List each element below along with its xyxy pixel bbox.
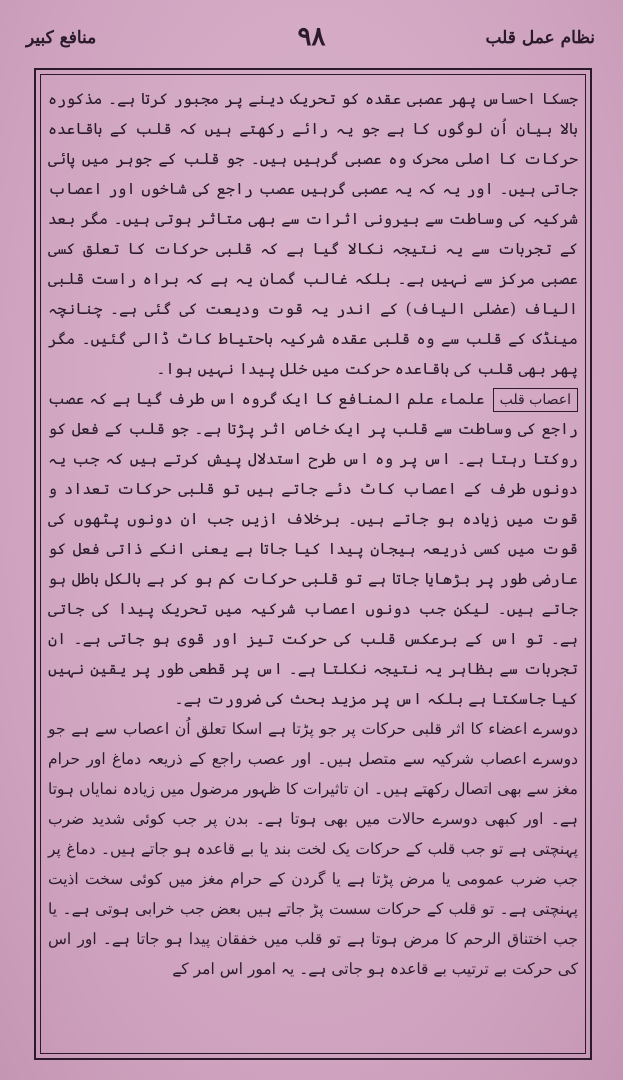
paragraph-2 xyxy=(48,384,578,714)
body-text xyxy=(48,84,578,984)
page-header xyxy=(20,22,603,62)
chapter-title: منافع کبیر xyxy=(26,28,97,48)
paragraph-3: دوسرے اعضاء کا اثر قلبی حرکات پر جو پڑتا ہے اسکا تعلق اُن اعصاب سے ہے جو دوسرے اعصاب شرکیہ سے متصل ہیں۔ اور عصب راجع کے ذریعہ دماغ اور حرام مغز سے بھی اتصال رکھتے ہیں۔ ان تاثیرات کا ظہور مرضول میں زیادہ نمایاں ہوتا ہے۔ اور کبھی دوسرے حالات میں بھی ہوتا ہے۔ بدن پر جب کوئی شدید ضرب پہنچتی ہے تو جب قلب کے حرکات یک لخت بند یا بے قاعدہ ہو جاتے ہیں۔ دماغ پر جب ضرب عمومی یا مرض پڑتا ہے یا گردن کے حرام مغز میں کوئی سخت اذیت پہنچتی ہے۔ تو قلب کے حرکات سست پڑ جاتے ہیں بعض جب خرابی ہوتی ہے۔ یا جب اختناق الرحم کا مرض ہوتا ہے تو قلب میں خفقان پیدا ہو جاتا ہے۔ اور اس کی حرکت بے ترتیب بے قاعدہ ہو جاتی ہے۔ یہ امور اس امر کے xyxy=(48,720,578,978)
page-number: ۹۸ xyxy=(297,22,326,52)
section-label: اعصاب قلب xyxy=(493,388,578,412)
paragraph-1: جسکا احساس پھر عصبی عقدہ کو تحریک دینے پر مجبور کرتا ہے۔ مذکورہ بالا بیان اُن لوگوں کا ہے جو یہ رائے رکھتے ہیں کہ قلب کے باقاعدہ حرکات کا اصلی محرک وہ عصبی گرہیں ہیں۔ جو قلب کے جوہر میں پائی جاتی ہیں۔ اور یہ کہ یہ عصبی گرہیں عصب راجع کی شاخوں اور اعصاب شرکیہ کی وساطت سے بیرونی اثرات سے بھی متاثر ہوتی ہیں۔ مگر بعد کے تجربات سے یہ نتیجہ نکالا گیا ہے کہ قلبی حرکات کا تعلق کسی عصبی مرکز سے نہیں ہے۔ بلکہ غالب گمان یہ ہے کہ براہ راست قلبی الیاف (عضلی الیاف) کے اندر یہ قوت ودیعت کی گئی ہے۔ چنانچہ مینڈک کے قلب سے وہ قلبی عقدہ شرکیہ باحتیاط کاٹ ڈالی گئیں۔ مگر پھر بھی قلب کی باقاعدہ حرکت میں خلل پیدا نہیں ہوا۔ xyxy=(48,90,578,378)
paragraph-2-text: علماء علم المنافع کا ایک گروہ اس طرف گیا ہے کہ عصب راجع کی وساطت سے قلب پر ایک خاص اثر پڑتا ہے۔ جو قلب کے فعل کو روکتا رہتا ہے۔ اس پر وہ اس طرح استدلال پیش کرتے ہیں کہ جب یہ دونوں طرف کے اعصاب کاٹ دئے جاتے ہیں تو قلبی حرکات تعداد و قوت میں زیادہ ہو جاتے ہیں۔ برخلاف ازیں جب ان دونوں پٹھوں کی قوت میں کسی ذریعہ ہیجان پیدا کیا جاتا ہے یعنی انکے ذاتی فعل کو عارضی طور پر بڑھایا جاتا ہے تو قلبی حرکات کم ہو کر ہے بالکل باطل ہو جاتے ہیں۔ لیکن جب دونوں اعصاب شرکیہ میں تحریک پیدا کی جاتی ہے۔ تو اس کے برعکس قلب کی حرکت تیز اور قوی ہو جاتی ہے۔ ان تجربات سے بظاہر یہ نتیجہ نکلتا ہے۔ اس پر قطعی طور پر یقین نہیں کیا جاسکتا ہے بلکہ اس پر مزید بحث کی ضرورت ہے۔ xyxy=(48,390,578,708)
book-title: نظام عمل قلب xyxy=(485,28,595,48)
